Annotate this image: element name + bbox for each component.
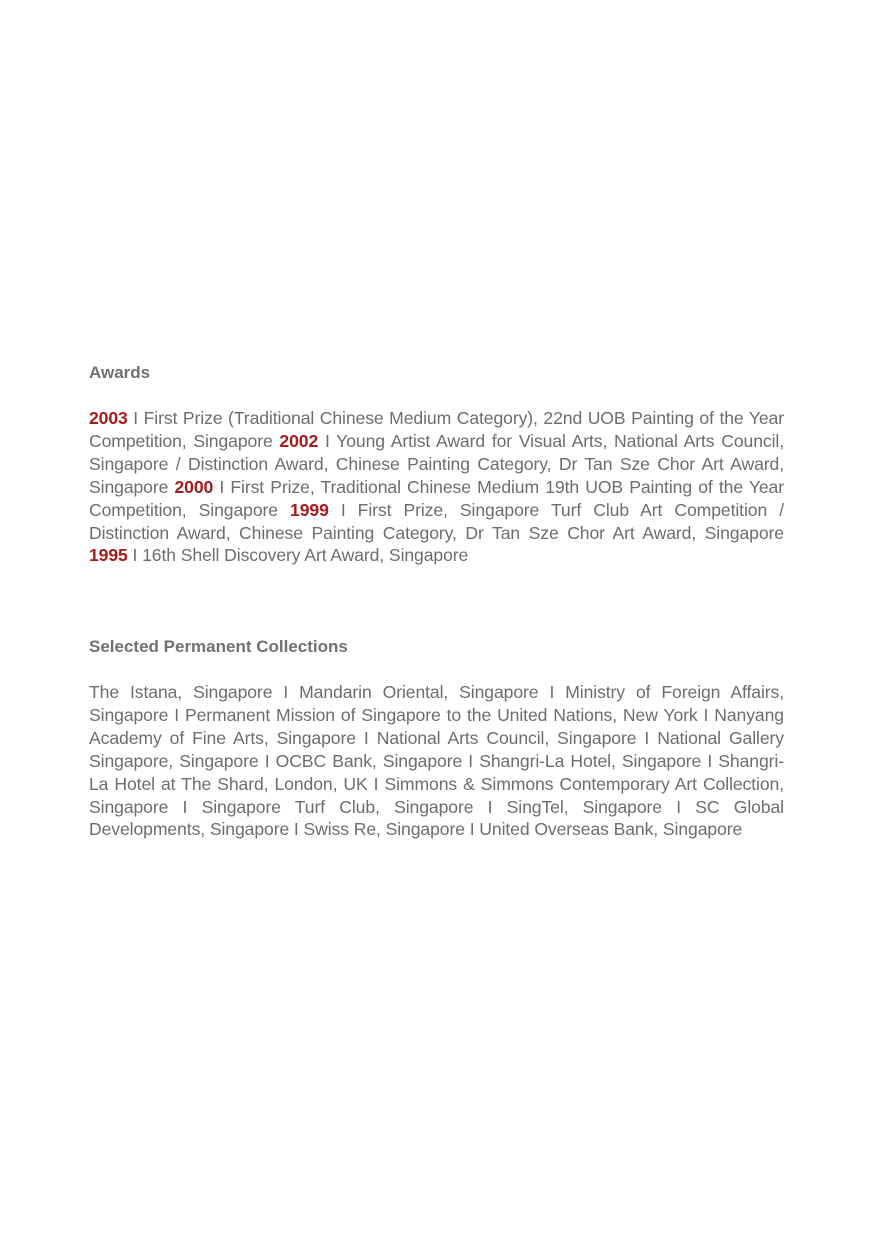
award-year: 2000 — [174, 476, 214, 497]
award-description: I First Prize (Traditional Chinese Medium Category), 22nd UOB Painting of the Year Competition, Singapore — [89, 408, 784, 451]
award-year: 2003 — [89, 408, 128, 428]
collections-paragraph: The Istana, Singapore I Mandarin Oriental, Singapore I Ministry of Foreign Affairs, Singapore I Permanent Mission of Singapore to the United Nations, New York I Nanyang Academy of Fine Arts, Singapore I National Arts Council, Singapore I National Gallery Singapore, Singapore I OCBC Bank, Singapore I Shangri-La Hotel, Singapore I Shangri-La Hotel at The Shard, London, UK I Simmons & Simmons Contemporary Art Collection, Singapore I Singapore Turf Club, Singapore I SingTel, Singapore I SC Global Developments, Singapore I Swiss Re, Singapore I United Overseas Bank, Singapore — [89, 682, 784, 840]
award-description: I Young Artist Award for Visual Arts, National Arts Council, Singapore / Distinction Award, Chinese Painting Category, Dr Tan Sze Chor Art Award, Singapore — [89, 430, 784, 497]
collections-heading: Selected Permanent Collections — [89, 637, 348, 656]
award-description: I First Prize, Singapore Turf Club Art Competition / Distinction Award, Chinese Painting Category, Dr Tan Sze Chor Art Award, Singapore — [89, 499, 784, 543]
award-year: 1995 — [89, 545, 128, 566]
awards-section — [89, 362, 784, 567]
collections-section — [89, 636, 784, 841]
awards-paragraph — [89, 407, 784, 567]
award-description: I First Prize, Traditional Chinese Medium 19th UOB Painting of the Year Competition, Singapore — [89, 476, 785, 520]
award-year: 1999 — [290, 499, 329, 520]
award-description: I 16th Shell Discovery Art Award, Singapore — [127, 545, 469, 566]
awards-heading: Awards — [89, 363, 151, 382]
award-year: 2002 — [279, 430, 319, 451]
